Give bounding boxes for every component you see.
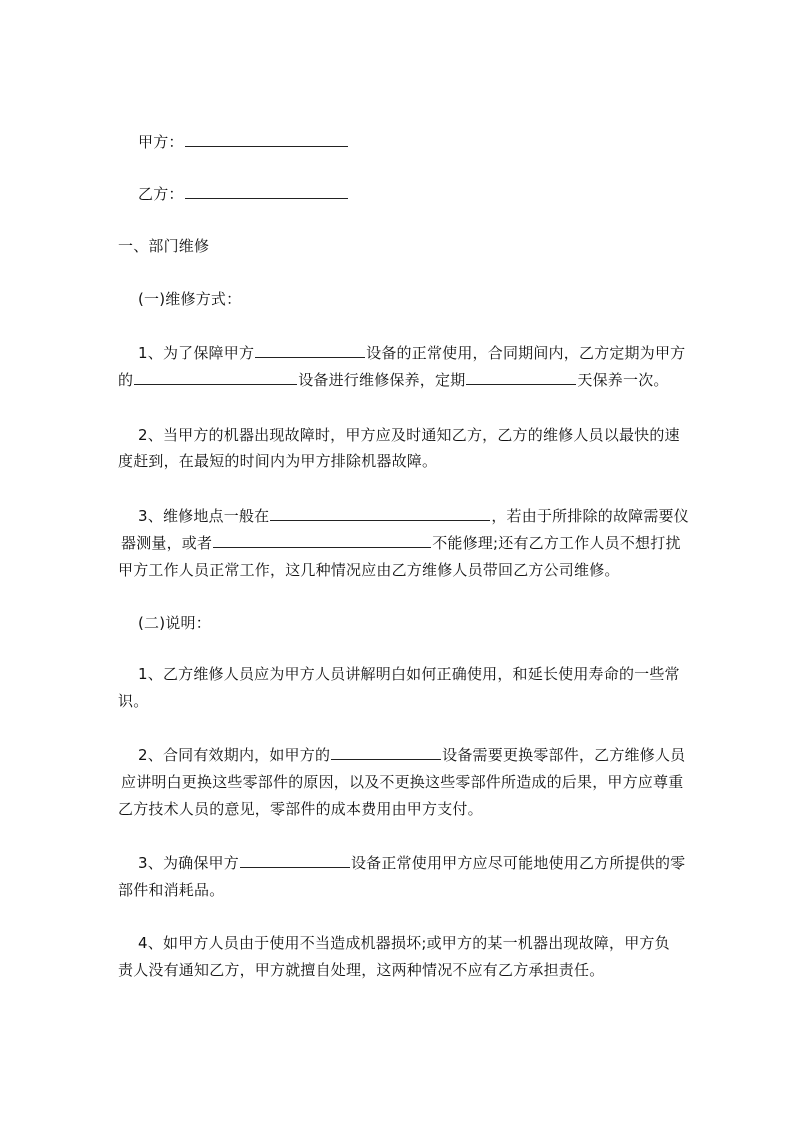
clause-1-text-c: 的 bbox=[118, 371, 134, 389]
clause-3-line-1 bbox=[138, 507, 708, 525]
note-2-line-3: 乙方技术人员的意见，零部件的成本费用由甲方支付。 bbox=[118, 800, 483, 818]
clause-1-text-d: 设备进行维修保养，定期 bbox=[298, 371, 466, 389]
note-3-text-b: 设备正常使用甲方应尽可能地使用乙方所提供的零 bbox=[350, 854, 686, 872]
party-a-line bbox=[138, 133, 708, 151]
clause-3-blank-1[interactable] bbox=[270, 507, 490, 521]
clause-3-line-3: 甲方工作人员正常工作，这几种情况应由乙方维修人员带回乙方公司维修。 bbox=[118, 561, 620, 579]
party-a-blank[interactable] bbox=[185, 133, 348, 147]
party-b-label: 乙方： bbox=[138, 185, 184, 203]
note-3-line-2: 部件和消耗品。 bbox=[118, 881, 225, 899]
clause-3-text-d: 不能修理;还有乙方工作人员不想打扰 bbox=[432, 534, 681, 552]
clause-1-text-a: 1、为了保障甲方 bbox=[138, 344, 255, 362]
party-b-line bbox=[138, 185, 708, 203]
note-3-text-a: 3、为确保甲方 bbox=[138, 854, 239, 872]
clause-1-blank-2[interactable] bbox=[134, 371, 297, 385]
section-1-title: 一、部门维修 bbox=[118, 237, 210, 255]
clause-3-blank-2[interactable] bbox=[213, 534, 431, 548]
note-4-line-2: 责人没有通知乙方，甲方就擅自处理，这两种情况不应有乙方承担责任。 bbox=[118, 961, 605, 979]
note-2-line-1 bbox=[138, 746, 708, 764]
clause-1-text-b: 设备的正常使用，合同期间内，乙方定期为甲方 bbox=[366, 344, 686, 362]
note-1-line-2: 识。 bbox=[118, 692, 149, 710]
note-2-blank[interactable] bbox=[331, 746, 441, 760]
clause-1-text-e: 天保养一次。 bbox=[577, 371, 669, 389]
note-2-text-b: 设备需要更换零部件，乙方维修人员 bbox=[442, 746, 686, 764]
party-a-label: 甲方： bbox=[138, 133, 184, 151]
note-2-line-2: 应讲明白更换这些零部件的原因，以及不更换这些零部件所造成的后果，甲方应尊重 bbox=[121, 773, 684, 791]
party-b-blank[interactable] bbox=[185, 185, 348, 199]
clause-3-text-c: 器测量，或者 bbox=[121, 534, 213, 552]
subsection-1-title: (一)维修方式： bbox=[138, 290, 242, 308]
clause-3-text-a: 3、维修地点一般在 bbox=[138, 507, 270, 525]
clause-3-line-2 bbox=[121, 534, 691, 552]
clause-1-line-2 bbox=[118, 371, 688, 389]
note-3-blank[interactable] bbox=[240, 854, 350, 868]
clause-1-line-1 bbox=[138, 344, 708, 362]
note-1-line-1: 1、乙方维修人员应为甲方人员讲解明白如何正确使用，和延长使用寿命的一些常 bbox=[138, 665, 680, 683]
subsection-2-title: (二)说明： bbox=[138, 614, 211, 632]
clause-1-blank-1[interactable] bbox=[255, 344, 365, 358]
clause-1-blank-3[interactable] bbox=[466, 371, 576, 385]
note-3-line-1 bbox=[138, 854, 708, 872]
note-2-text-a: 2、合同有效期内，如甲方的 bbox=[138, 746, 331, 764]
clause-2-line-1: 2、当甲方的机器出现故障时，甲方应及时通知乙方，乙方的维修人员以最快的速 bbox=[138, 426, 680, 444]
note-4-line-1: 4、如甲方人员由于使用不当造成机器损坏;或甲方的某一机器出现故障，甲方负 bbox=[138, 934, 670, 952]
clause-3-text-b: ，若由于所排除的故障需要仪 bbox=[491, 507, 689, 525]
clause-2-line-2: 度赶到，在最短的时间内为甲方排除机器故障。 bbox=[118, 452, 438, 470]
